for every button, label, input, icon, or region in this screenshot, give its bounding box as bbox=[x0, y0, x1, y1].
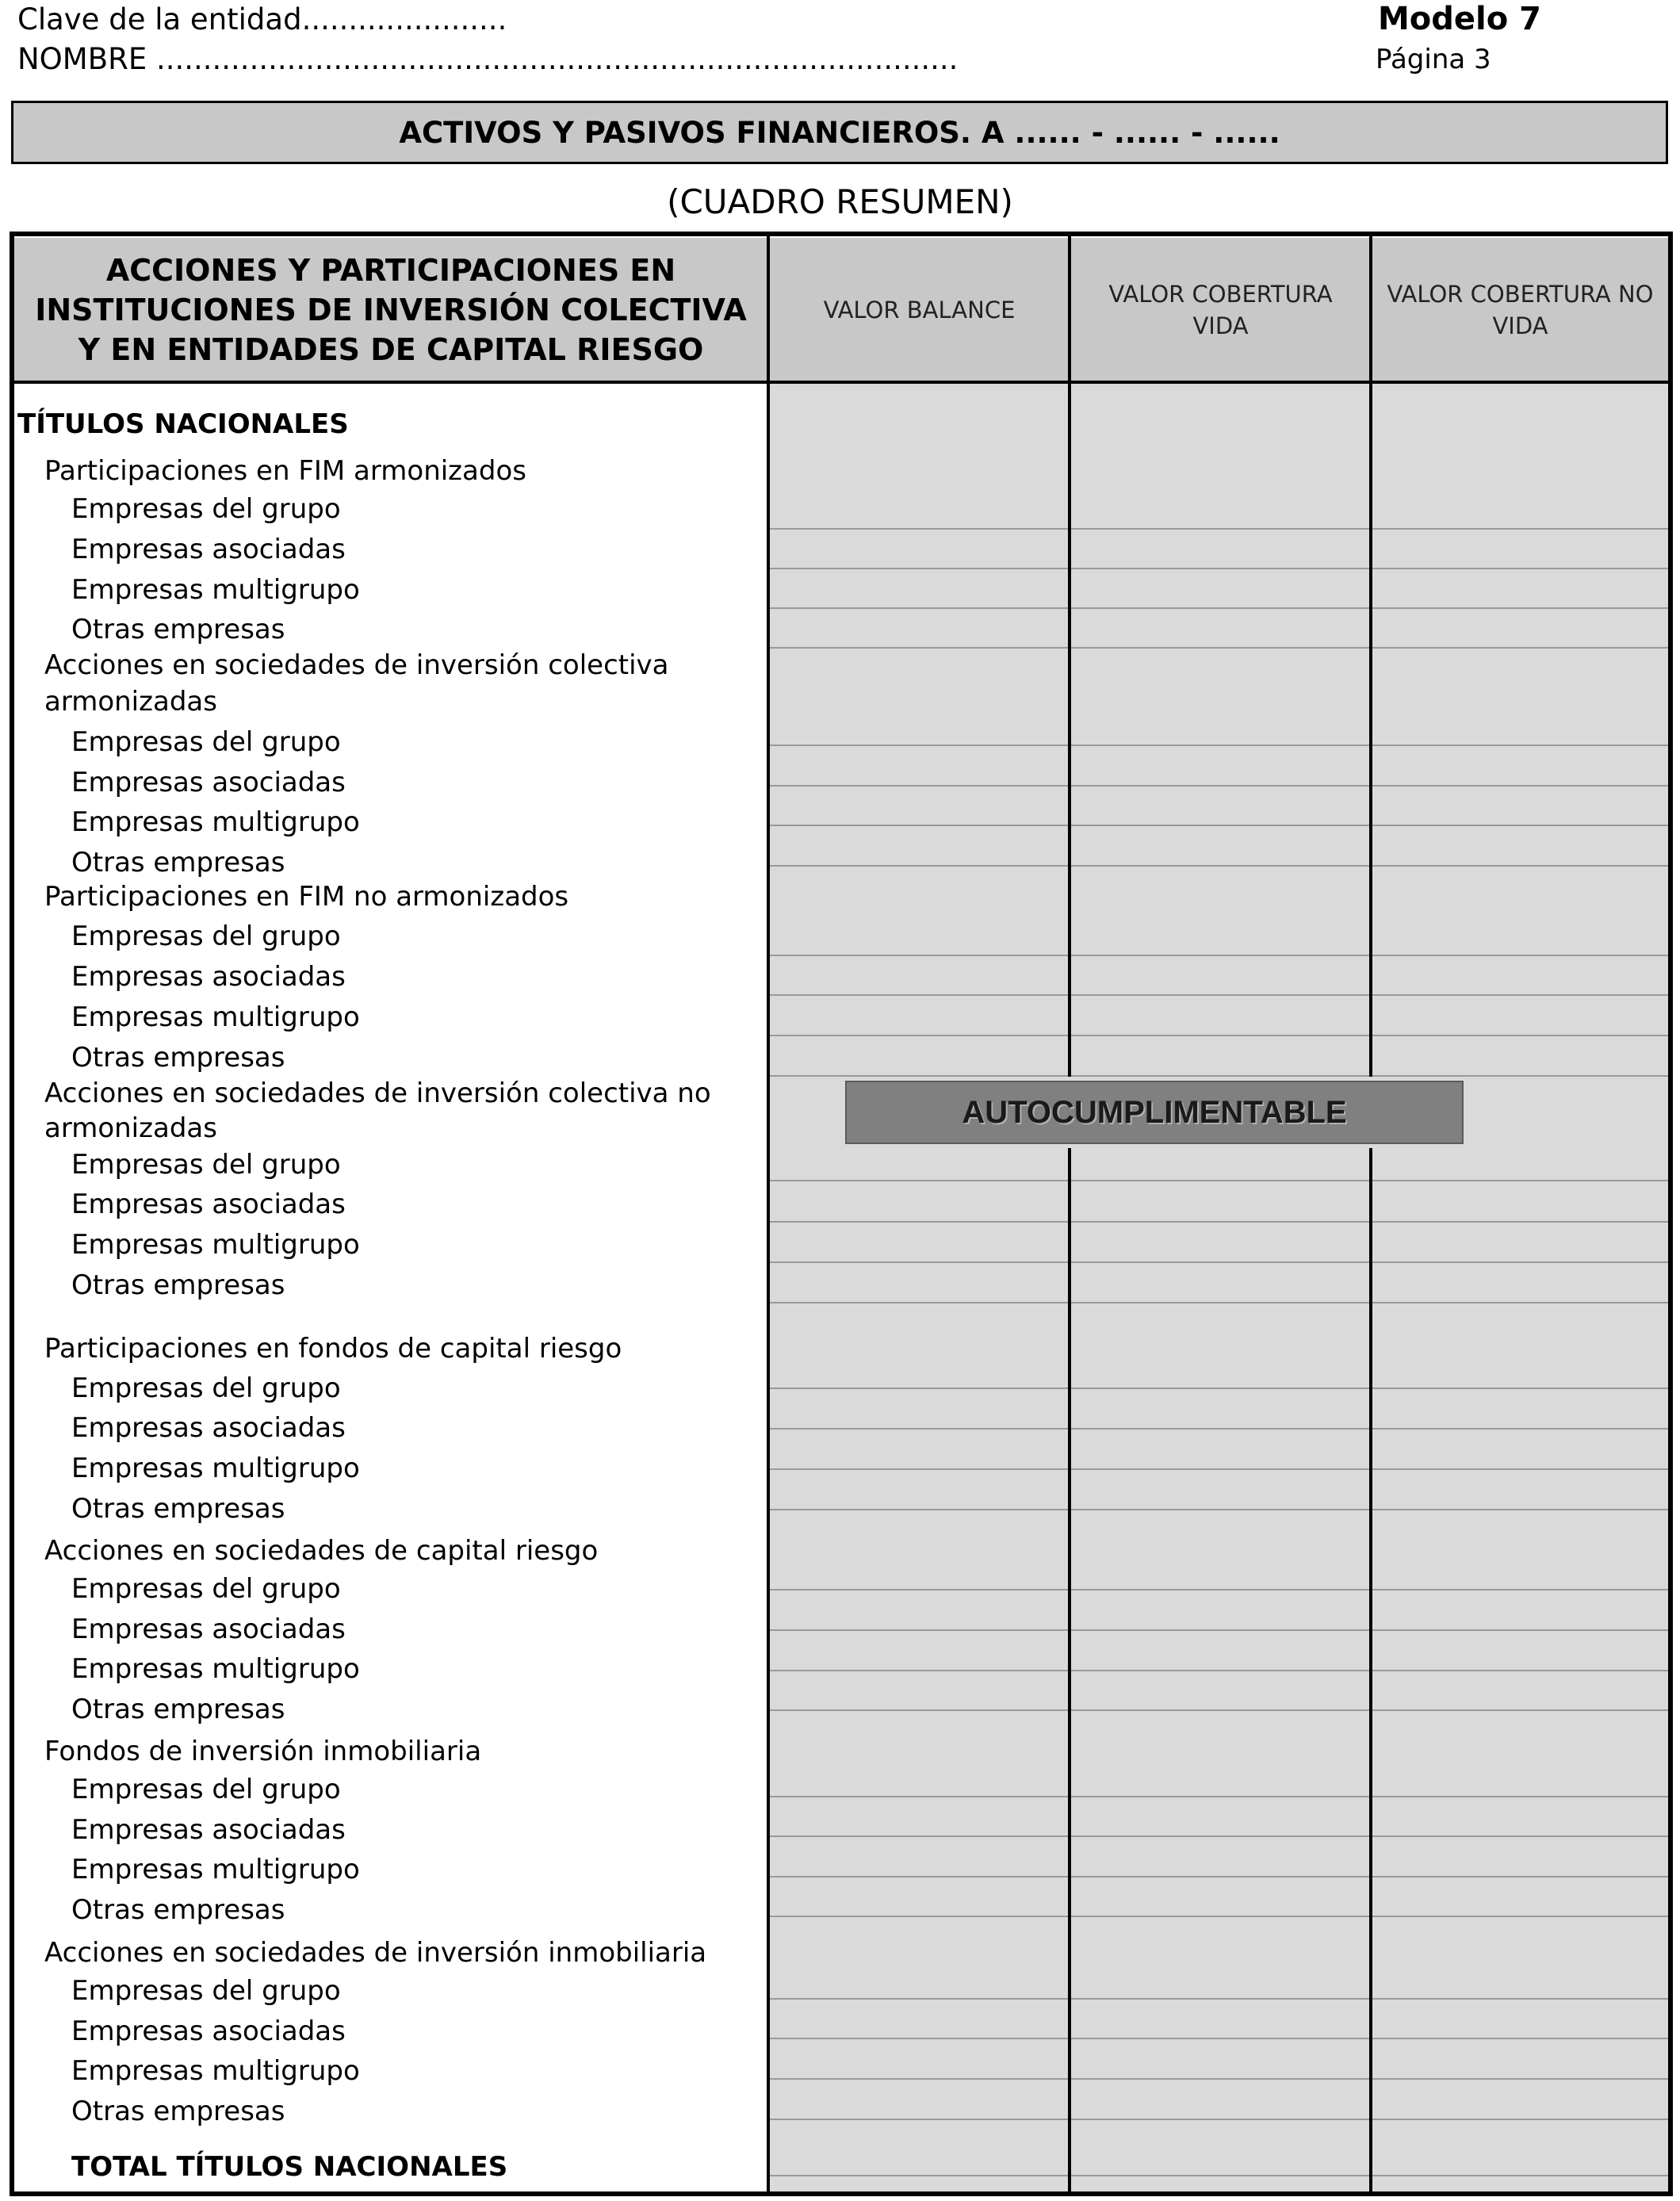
row-divider bbox=[770, 1589, 1668, 1590]
row-label: Empresas asociadas bbox=[71, 1412, 346, 1444]
row-divider bbox=[770, 528, 1668, 530]
main-column-header bbox=[14, 238, 767, 382]
row-label: Acciones en sociedades de inversión inmobiliaria bbox=[44, 1937, 707, 1969]
row-label: Empresas asociadas bbox=[71, 961, 346, 993]
row-divider bbox=[770, 568, 1668, 569]
row-label: Participaciones en FIM armonizados bbox=[44, 455, 526, 487]
column-divider-upper bbox=[1068, 235, 1071, 1077]
row-divider bbox=[770, 1468, 1668, 1470]
row-divider bbox=[770, 2078, 1668, 2080]
row-divider bbox=[770, 607, 1668, 609]
row-label: Empresas del grupo bbox=[71, 1975, 341, 2007]
column-divider-lower bbox=[1369, 1148, 1372, 2191]
row-divider bbox=[770, 1302, 1668, 1303]
row-label: Empresas multigrupo bbox=[71, 1854, 360, 1885]
row-label: Otras empresas bbox=[71, 847, 285, 878]
row-label: Empresas del grupo bbox=[71, 921, 341, 952]
row-label: Empresas del grupo bbox=[71, 1774, 341, 1805]
valor-balance-header bbox=[770, 238, 1069, 382]
row-divider bbox=[770, 1261, 1668, 1263]
row-label: Participaciones en FIM no armonizados bbox=[44, 881, 569, 913]
row-label: Empresas multigrupo bbox=[71, 806, 360, 838]
row-label: Empresas multigrupo bbox=[71, 1229, 360, 1261]
row-divider bbox=[770, 865, 1668, 867]
section-label: TÍTULOS NACIONALES bbox=[17, 408, 349, 440]
header-line: VIDA bbox=[1492, 312, 1548, 339]
row-label: Otras empresas bbox=[71, 1042, 285, 1074]
row-divider bbox=[770, 1916, 1668, 1917]
pagina-label: Página 3 bbox=[1376, 44, 1491, 75]
row-label: Otras empresas bbox=[71, 1493, 285, 1525]
row-divider bbox=[770, 994, 1668, 996]
row-divider bbox=[770, 955, 1668, 956]
row-divider bbox=[770, 1998, 1668, 2000]
row-label: Otras empresas bbox=[71, 2096, 285, 2127]
row-label: Empresas multigrupo bbox=[71, 1001, 360, 1033]
row-label: Empresas del grupo bbox=[71, 1149, 341, 1181]
page-subtitle: (CUADRO RESUMEN) bbox=[667, 182, 1013, 221]
row-label: Otras empresas bbox=[71, 1694, 285, 1725]
row-divider bbox=[770, 2038, 1668, 2039]
row-divider bbox=[770, 1221, 1668, 1223]
row-label: Empresas del grupo bbox=[71, 493, 341, 525]
main-header-line: INSTITUCIONES DE INVERSIÓN COLECTIVA bbox=[35, 293, 747, 327]
header-line: VALOR COBERTURA NO bbox=[1387, 281, 1654, 308]
row-label: Acciones en sociedades de inversión colectiva no bbox=[44, 1078, 711, 1109]
total-row-label: TOTAL TÍTULOS NACIONALES bbox=[71, 2151, 508, 2183]
row-label: Empresas asociadas bbox=[71, 1189, 346, 1220]
row-divider bbox=[770, 2119, 1668, 2120]
column-divider-upper bbox=[1369, 235, 1372, 1077]
row-label: Participaciones en fondos de capital riesgo bbox=[44, 1333, 622, 1365]
row-divider bbox=[770, 2175, 1668, 2176]
clave-entidad-label: Clave de la entidad...................... bbox=[17, 2, 507, 36]
valor-cobertura-no-vida-header bbox=[1372, 238, 1668, 382]
row-divider bbox=[770, 1629, 1668, 1631]
row-label: Empresas multigrupo bbox=[71, 1653, 360, 1685]
row-label: Empresas multigrupo bbox=[71, 1453, 360, 1484]
valor-cobertura-vida-header bbox=[1071, 238, 1370, 382]
row-divider bbox=[770, 1670, 1668, 1671]
row-divider bbox=[770, 1835, 1668, 1837]
row-label: Empresas asociadas bbox=[71, 1814, 346, 1846]
row-label: Empresas asociadas bbox=[71, 1613, 346, 1645]
row-label: Empresas asociadas bbox=[71, 534, 346, 565]
row-divider bbox=[770, 825, 1668, 826]
row-divider bbox=[770, 1075, 1668, 1077]
row-divider bbox=[770, 1509, 1668, 1510]
row-divider bbox=[770, 1180, 1668, 1181]
row-label: Empresas asociadas bbox=[71, 767, 346, 798]
row-label: Acciones en sociedades de inversión colectiva bbox=[44, 649, 669, 681]
row-label: Acciones en sociedades de capital riesgo bbox=[44, 1535, 599, 1567]
row-divider bbox=[770, 647, 1668, 649]
row-divider bbox=[770, 785, 1668, 787]
row-label: Otras empresas bbox=[71, 614, 285, 645]
row-divider bbox=[770, 1876, 1668, 1878]
row-divider bbox=[770, 745, 1668, 746]
row-label: Empresas del grupo bbox=[71, 726, 341, 758]
row-label: Empresas multigrupo bbox=[71, 2055, 360, 2087]
row-label: Otras empresas bbox=[71, 1269, 285, 1301]
header-line: VALOR COBERTURA bbox=[1108, 281, 1333, 308]
nombre-label: NOMBRE ...................................................................................... bbox=[17, 42, 959, 76]
row-divider bbox=[770, 1035, 1668, 1036]
row-divider bbox=[770, 1709, 1668, 1711]
main-header-line: ACCIONES Y PARTICIPACIONES EN bbox=[105, 253, 676, 288]
main-header-line: Y EN ENTIDADES DE CAPITAL RIESGO bbox=[78, 332, 704, 367]
page-title: ACTIVOS Y PASIVOS FINANCIEROS. A ...... - ...... - ...... bbox=[11, 101, 1668, 164]
label-column-divider bbox=[767, 235, 770, 2191]
data-entry-area bbox=[770, 384, 1668, 2191]
row-divider bbox=[770, 1388, 1668, 1389]
row-divider bbox=[770, 1796, 1668, 1797]
row-label: Empresas del grupo bbox=[71, 1372, 341, 1404]
header-line: VIDA bbox=[1192, 312, 1249, 339]
row-label: Empresas del grupo bbox=[71, 1573, 341, 1605]
modelo-label: Modelo 7 bbox=[1378, 1, 1541, 37]
row-label: Otras empresas bbox=[71, 1894, 285, 1926]
autocumplimentable-badge: AUTOCUMPLIMENTABLE bbox=[845, 1081, 1464, 1144]
column-divider-lower bbox=[1068, 1148, 1071, 2191]
row-label: armonizadas bbox=[44, 1112, 217, 1144]
row-label: armonizadas bbox=[44, 686, 217, 718]
row-divider bbox=[770, 1428, 1668, 1430]
row-label: Empresas asociadas bbox=[71, 2015, 346, 2047]
row-label: Fondos de inversión inmobiliaria bbox=[44, 1736, 482, 1767]
valor-balance-header-text: VALOR BALANCE bbox=[823, 297, 1016, 323]
row-label: Empresas multigrupo bbox=[71, 574, 360, 606]
